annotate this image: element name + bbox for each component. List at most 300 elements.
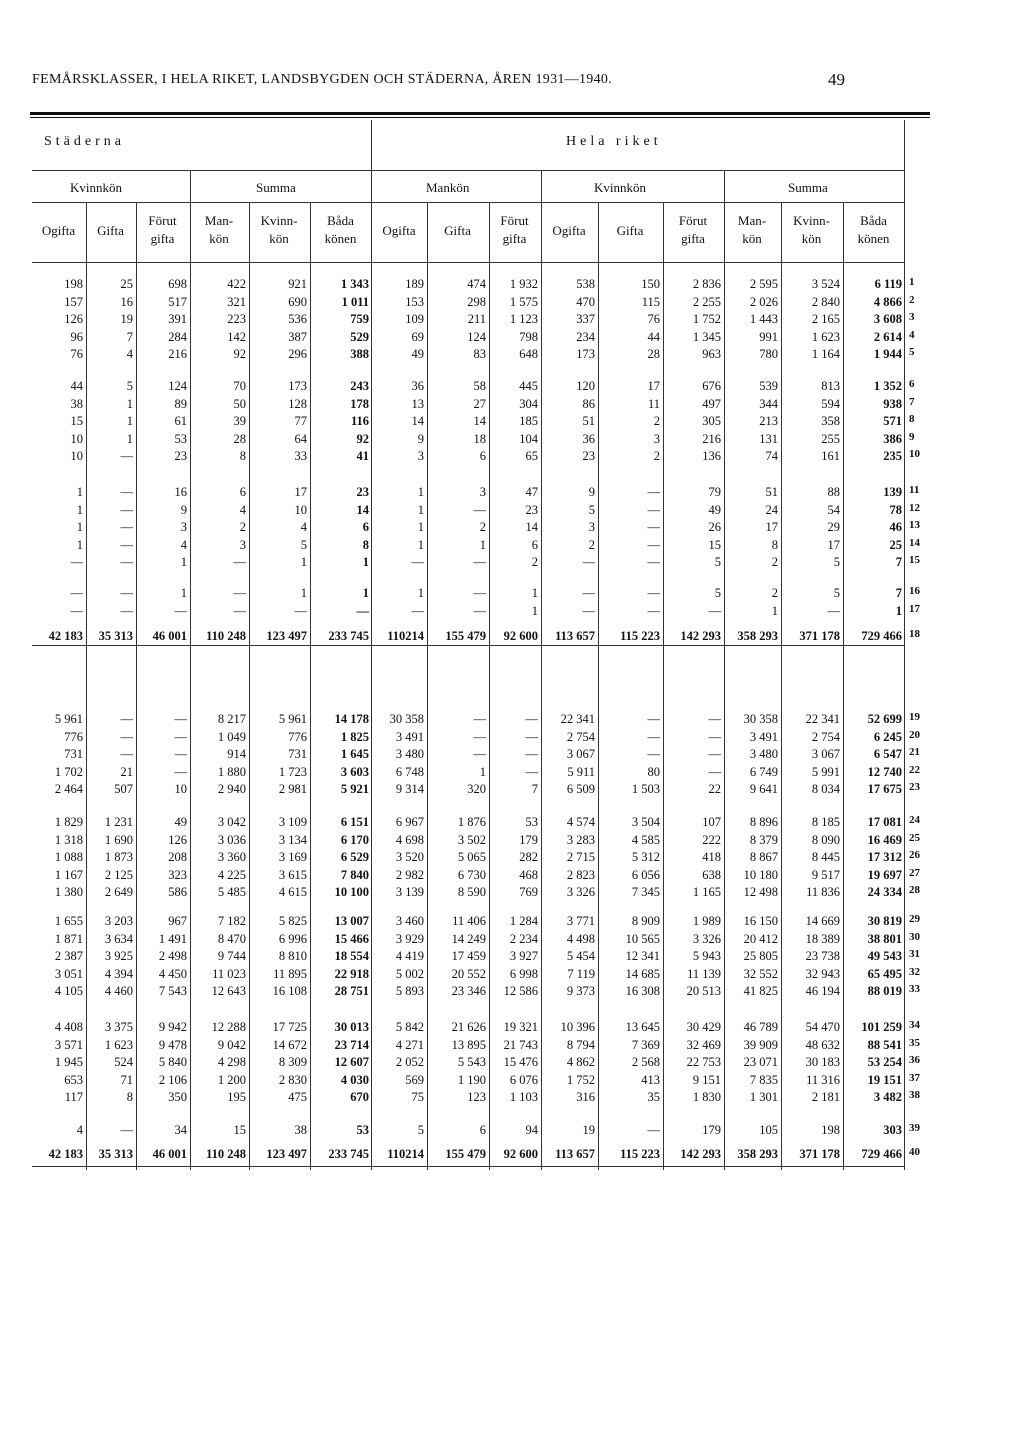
table-cell: 23 738 (805, 949, 840, 963)
table-cell: 178 (350, 396, 369, 411)
table-cell: — (120, 712, 133, 726)
table-cell: 371 178 (799, 1147, 840, 1161)
table-cell: 2 836 (692, 277, 721, 291)
table-cell: 101 259 (861, 1020, 902, 1034)
table-cell: — (582, 603, 595, 618)
row-number: 7 (909, 395, 915, 408)
row-number: 30 (909, 930, 920, 943)
table-cell: 92 (356, 431, 369, 446)
table-cell: 14 672 (272, 1037, 307, 1052)
table-cell: 3 571 (54, 1037, 83, 1052)
column-header: Kvinn- kön (260, 213, 298, 246)
table-cell: 65 495 (867, 966, 902, 981)
table-cell: 8 (126, 1090, 133, 1104)
table-cell: 65 (525, 449, 538, 463)
table-cell: 173 (288, 379, 307, 393)
table-cell: 223 (227, 312, 246, 326)
table-cell: — (120, 1123, 133, 1137)
table-cell: 6 529 (340, 850, 369, 864)
table-cell: 49 (411, 347, 424, 361)
table-cell: — (582, 555, 595, 569)
row-number: 8 (909, 413, 915, 425)
table-cell: 123 (467, 1090, 486, 1104)
table-cell: 21 (120, 764, 133, 779)
table-cell: — (525, 729, 538, 744)
table-cell: 358 293 (737, 1147, 778, 1161)
table-cell: — (174, 747, 187, 761)
table-cell: 1 575 (509, 294, 538, 309)
table-cell: 80 (647, 764, 660, 779)
table-cell: 4 698 (395, 832, 424, 847)
table-cell: 185 (519, 414, 538, 428)
table-cell: 51 (765, 485, 778, 499)
table-cell: 11 139 (687, 966, 721, 981)
table-cell: — (120, 520, 133, 534)
table-cell: 17 725 (272, 1020, 307, 1034)
table-cell: 96 (70, 329, 83, 344)
table-cell: 77 (294, 414, 307, 428)
table-cell: 8 034 (811, 782, 840, 796)
table-cell: 9 (588, 485, 595, 499)
table-cell: 776 (288, 729, 307, 744)
table-cell: 5 (833, 555, 840, 569)
table-cell: — (708, 603, 721, 618)
table-cell: 1 880 (217, 764, 246, 779)
table-cell: 13 (411, 396, 424, 411)
table-cell: 116 (350, 414, 369, 428)
table-cell: 46 194 (805, 984, 840, 998)
column-header: Båda könen (857, 213, 890, 246)
row-number: 2 (909, 293, 915, 306)
table-cell: 105 (759, 1123, 778, 1137)
table-cell: 776 (64, 729, 83, 744)
table-cell: 30 429 (686, 1020, 721, 1034)
table-cell: — (473, 586, 486, 600)
table-cell: — (708, 764, 721, 779)
table-cell: 14 (356, 502, 369, 517)
row-number: 5 (909, 346, 915, 358)
table-cell: 53 (525, 815, 538, 829)
table-cell: 284 (168, 329, 187, 344)
table-cell: — (120, 485, 133, 499)
table-cell: 1 (362, 555, 369, 569)
table-cell: 195 (227, 1090, 246, 1104)
table-cell: 10 396 (560, 1020, 595, 1034)
table-cell: 16 (174, 485, 187, 499)
table-cell: 1 830 (692, 1090, 721, 1104)
table-cell: 13 007 (334, 914, 369, 928)
table-cell: 12 740 (867, 764, 902, 779)
table-cell: 29 (827, 520, 840, 534)
row-number: 16 (909, 585, 920, 597)
table-cell: 3 283 (566, 832, 595, 847)
table-cell: 17 312 (867, 850, 902, 864)
table-cell: 358 (821, 414, 840, 428)
table-cell: 5 485 (217, 885, 246, 899)
table-cell: 92 (233, 347, 246, 361)
row-number: 21 (909, 746, 920, 758)
table-cell: 1 231 (104, 815, 133, 829)
table-cell: — (647, 1123, 660, 1137)
table-cell: 4 460 (104, 984, 133, 998)
table-cell: 14 178 (334, 712, 369, 726)
table-cell: 6 (531, 537, 538, 552)
table-cell: 92 600 (503, 629, 538, 643)
table-cell: 23 (582, 449, 595, 463)
table-cell: 1 165 (692, 885, 721, 899)
table-cell: 418 (702, 850, 721, 864)
table-cell: 12 341 (625, 949, 660, 963)
table-cell: 32 943 (805, 966, 840, 981)
table-cell: 4 298 (217, 1055, 246, 1069)
table-cell: 3 929 (395, 931, 424, 946)
table-cell: 5 893 (395, 984, 424, 998)
table-cell: 54 (827, 502, 840, 517)
row-rule (32, 262, 904, 263)
table-cell: 131 (759, 431, 778, 446)
table-cell: 4 866 (873, 294, 902, 309)
table-cell: 3 067 (811, 747, 840, 761)
table-cell: 422 (227, 277, 246, 291)
table-cell: 1 752 (692, 312, 721, 326)
table-cell: 3 927 (509, 949, 538, 963)
table-cell: — (708, 712, 721, 726)
table-cell: 4 419 (395, 949, 424, 963)
table-cell: 2 754 (811, 729, 840, 744)
table-cell: 12 498 (743, 885, 778, 899)
table-cell: 3 925 (104, 949, 133, 963)
column-rule (904, 120, 905, 1170)
table-cell: 4 408 (54, 1020, 83, 1034)
table-cell: 2 (479, 520, 486, 534)
table-cell: 6 (362, 520, 369, 534)
subgroup-mankon-hela: Mankön (426, 180, 470, 195)
table-cell: 16 (120, 294, 133, 309)
table-cell: 9 151 (692, 1072, 721, 1087)
row-number: 19 (909, 711, 920, 723)
table-cell: 79 (708, 485, 721, 499)
table-cell: 50 (233, 396, 246, 411)
table-cell: 2 940 (217, 782, 246, 796)
column-header: Båda könen (324, 213, 357, 246)
table-cell: 8 (771, 537, 778, 552)
table-cell: 173 (576, 347, 595, 361)
table-cell: 14 669 (805, 914, 840, 928)
table-cell: 445 (519, 379, 538, 393)
column-header: Gifta (444, 223, 471, 238)
table-cell: 2 649 (104, 885, 133, 899)
row-number: 38 (909, 1089, 920, 1101)
table-cell: 20 412 (743, 931, 778, 946)
table-cell: 23 071 (743, 1055, 778, 1069)
table-cell: 7 182 (217, 914, 246, 928)
table-cell: 213 (759, 414, 778, 428)
table-cell: 1 944 (873, 347, 902, 361)
table-cell: 387 (288, 329, 307, 344)
table-cell: 15 (233, 1123, 246, 1137)
table-cell: 94 (525, 1123, 538, 1137)
table-cell: 1 690 (104, 832, 133, 847)
table-cell: 11 (647, 396, 660, 411)
table-cell: 11 836 (806, 885, 840, 899)
table-cell: 6 730 (457, 867, 486, 882)
table-cell: 23 (356, 485, 369, 499)
table-cell: 2 (239, 520, 246, 534)
table-cell: 3 (588, 520, 595, 534)
table-cell: 1 (126, 396, 133, 411)
row-number: 11 (909, 484, 920, 496)
table-cell: — (233, 586, 246, 600)
row-number: 24 (909, 814, 920, 826)
table-cell: 126 (64, 312, 83, 326)
table-cell: 8 (239, 449, 246, 463)
table-cell: 321 (227, 294, 246, 309)
table-cell: 49 (708, 502, 721, 517)
table-cell: 6 967 (395, 815, 424, 829)
table-cell: 7 (895, 586, 902, 600)
table-cell: 26 (708, 520, 721, 534)
table-cell: 9 042 (217, 1037, 246, 1052)
table-cell: 8 379 (749, 832, 778, 847)
table-cell: 1 (479, 764, 486, 779)
table-cell: 25 (889, 537, 902, 552)
table-cell: 142 293 (680, 1147, 721, 1161)
table-cell: 11 023 (212, 966, 246, 981)
table-cell: 16 469 (867, 832, 902, 847)
table-cell: 5 961 (54, 712, 83, 726)
table-cell: 2 464 (54, 782, 83, 796)
table-cell: 1 318 (54, 832, 83, 847)
table-cell: — (120, 586, 133, 600)
page-number: 49 (828, 70, 845, 89)
table-cell: 1 (76, 520, 83, 534)
group-hela-riket: Hela riket (566, 134, 662, 149)
table-cell: 36 (411, 379, 424, 393)
table-cell: 5 911 (567, 764, 595, 779)
table-cell: 216 (702, 431, 721, 446)
row-number: 4 (909, 328, 915, 341)
table-cell: 1 623 (104, 1037, 133, 1052)
table-cell: 17 459 (451, 949, 486, 963)
table-cell: 391 (168, 312, 187, 326)
table-cell: 648 (519, 347, 538, 361)
table-cell: 938 (883, 396, 902, 411)
table-cell: 3 203 (104, 914, 133, 928)
table-cell: 3 634 (104, 931, 133, 946)
table-cell: — (120, 502, 133, 517)
table-cell: 4 (76, 1123, 83, 1137)
table-cell: 1 (531, 586, 538, 600)
subgroup-kvinnkon-staderna: Kvinnkön (70, 180, 122, 195)
table-cell: 255 (821, 431, 840, 446)
table-cell: 153 (405, 294, 424, 309)
table-cell: 1 (300, 586, 307, 600)
table-cell: — (647, 485, 660, 499)
table-cell: 142 (227, 329, 246, 344)
table-cell: 1 190 (457, 1072, 486, 1087)
table-cell: 8 867 (749, 850, 778, 864)
table-cell: 86 (582, 396, 595, 411)
table-cell: 7 (895, 555, 902, 569)
table-cell: 497 (702, 396, 721, 411)
table-cell: 70 (233, 379, 246, 393)
table-cell: — (70, 555, 83, 569)
table-cell: 4 (180, 537, 187, 552)
table-cell: 1 (531, 603, 538, 618)
column-header: Ogifta (552, 223, 586, 238)
table-cell: 1 011 (341, 294, 369, 309)
row-number: 23 (909, 781, 920, 793)
table-cell: 474 (467, 277, 486, 291)
table-cell: 23 714 (334, 1037, 369, 1052)
table-cell: 3 (653, 431, 660, 446)
table-cell: 358 293 (737, 629, 778, 643)
table-cell: 4 (126, 347, 133, 361)
table-cell: 2 125 (104, 867, 133, 882)
table-cell: 1 049 (217, 729, 246, 744)
table-cell: 10 (70, 449, 83, 463)
table-cell: 1 752 (566, 1072, 595, 1087)
table-cell: 5 (126, 379, 133, 393)
table-cell: 12 586 (503, 984, 538, 998)
table-cell: 32 552 (743, 966, 778, 981)
table-cell: 1 (76, 537, 83, 552)
table-cell: 3 326 (692, 931, 721, 946)
row-rule (32, 202, 904, 203)
table-cell: — (473, 747, 486, 761)
table-cell: 28 (233, 431, 246, 446)
table-cell: 30 013 (334, 1020, 369, 1034)
table-cell: 48 632 (805, 1037, 840, 1052)
table-cell: 1 491 (158, 931, 187, 946)
row-number: 18 (909, 628, 920, 640)
table-cell: 38 (70, 396, 83, 411)
table-cell: 19 321 (503, 1020, 538, 1034)
table-cell: 189 (405, 277, 424, 291)
table-cell: 5 065 (457, 850, 486, 864)
table-cell: — (120, 449, 133, 463)
table-cell: 1 (126, 431, 133, 446)
table-cell: — (647, 712, 660, 726)
table-cell: 18 554 (334, 949, 369, 963)
page-title: FEMÅRSKLASSER, I HELA RIKET, LANDSBYGDEN OCH STÄDERNA, ÅREN 1931—1940. (32, 72, 612, 87)
table-cell: 22 (708, 782, 721, 796)
table-cell: 1 (479, 537, 486, 552)
table-cell: 3 036 (217, 832, 246, 847)
table-cell: 9 942 (158, 1020, 187, 1034)
table-cell: 110 248 (206, 1147, 246, 1161)
table-cell: 10 100 (334, 885, 369, 899)
table-cell: 8 810 (278, 949, 307, 963)
subgroup-summa-staderna: Summa (256, 180, 296, 195)
table-cell: 19 (582, 1123, 595, 1137)
table-cell: 1 301 (749, 1090, 778, 1104)
table-cell: 7 (126, 329, 133, 344)
table-cell: — (525, 712, 538, 726)
table-cell: 10 (174, 782, 187, 796)
table-cell: 3 375 (104, 1020, 133, 1034)
table-cell: 1 (76, 485, 83, 499)
column-header: Förut gifta (148, 213, 177, 246)
table-cell: 17 (827, 537, 840, 552)
table-cell: 8 445 (811, 850, 840, 864)
table-cell: 8 (362, 537, 369, 552)
table-cell: 1 876 (457, 815, 486, 829)
table-cell: 3 326 (566, 885, 595, 899)
table-cell: 25 (120, 277, 133, 291)
table-cell: 5 825 (278, 914, 307, 928)
table-cell: 1 932 (509, 277, 538, 291)
table-cell: 2 498 (158, 949, 187, 963)
table-cell: 2 568 (631, 1055, 660, 1069)
table-cell: 1 443 (749, 312, 778, 326)
table-cell: 30 358 (389, 712, 424, 726)
table-cell: 569 (405, 1072, 424, 1087)
table-cell: 5 842 (395, 1020, 424, 1034)
table-cell: 1 871 (54, 931, 83, 946)
table-cell: 1 (362, 586, 369, 600)
table-cell: 9 (417, 431, 424, 446)
table-cell: 1 702 (54, 764, 83, 779)
table-cell: 53 (174, 431, 187, 446)
column-header: Man- kön (204, 213, 234, 246)
table-cell: 991 (759, 329, 778, 344)
subgroup-summa-hela: Summa (788, 180, 828, 195)
table-cell: 1 (417, 586, 424, 600)
table-cell: 104 (519, 431, 538, 446)
table-cell: 729 466 (861, 629, 902, 643)
table-cell: 323 (168, 867, 187, 882)
table-cell: 3 524 (811, 277, 840, 291)
table-cell: 670 (350, 1090, 369, 1104)
table-cell: 1 (417, 520, 424, 534)
table-cell: — (120, 603, 133, 618)
table-cell: 7 835 (749, 1072, 778, 1087)
table-cell: 2 830 (278, 1072, 307, 1087)
table-cell: 3 360 (217, 850, 246, 864)
table-cell: 9 641 (749, 782, 778, 796)
table-cell: — (233, 603, 246, 618)
table-cell: 10 (70, 431, 83, 446)
table-cell: 5 002 (395, 966, 424, 981)
table-cell: 61 (174, 414, 187, 428)
table-cell: 8 794 (566, 1037, 595, 1052)
table-cell: 963 (702, 347, 721, 361)
table-cell: 4 (239, 502, 246, 517)
table-cell: 298 (467, 294, 486, 309)
table-cell: 5 (300, 537, 307, 552)
table-cell: 3 109 (278, 815, 307, 829)
table-cell: 11 406 (452, 914, 486, 928)
table-cell: 5 312 (631, 850, 660, 864)
table-cell: 17 (647, 379, 660, 393)
table-cell: 759 (350, 312, 369, 326)
table-cell: 316 (576, 1090, 595, 1104)
table-cell: 15 476 (503, 1055, 538, 1069)
table-cell: — (647, 502, 660, 517)
table-cell: 5 (714, 586, 721, 600)
table-cell: 5 840 (158, 1055, 187, 1069)
table-cell: 38 (294, 1123, 307, 1137)
table-cell: 155 479 (445, 1147, 486, 1161)
table-cell: 914 (227, 747, 246, 761)
table-cell: 233 745 (328, 629, 369, 643)
table-cell: 23 (174, 449, 187, 463)
table-cell: 39 909 (743, 1037, 778, 1052)
table-cell: 21 626 (451, 1020, 486, 1034)
table-cell: 13 895 (451, 1037, 486, 1052)
column-rule (724, 170, 725, 202)
